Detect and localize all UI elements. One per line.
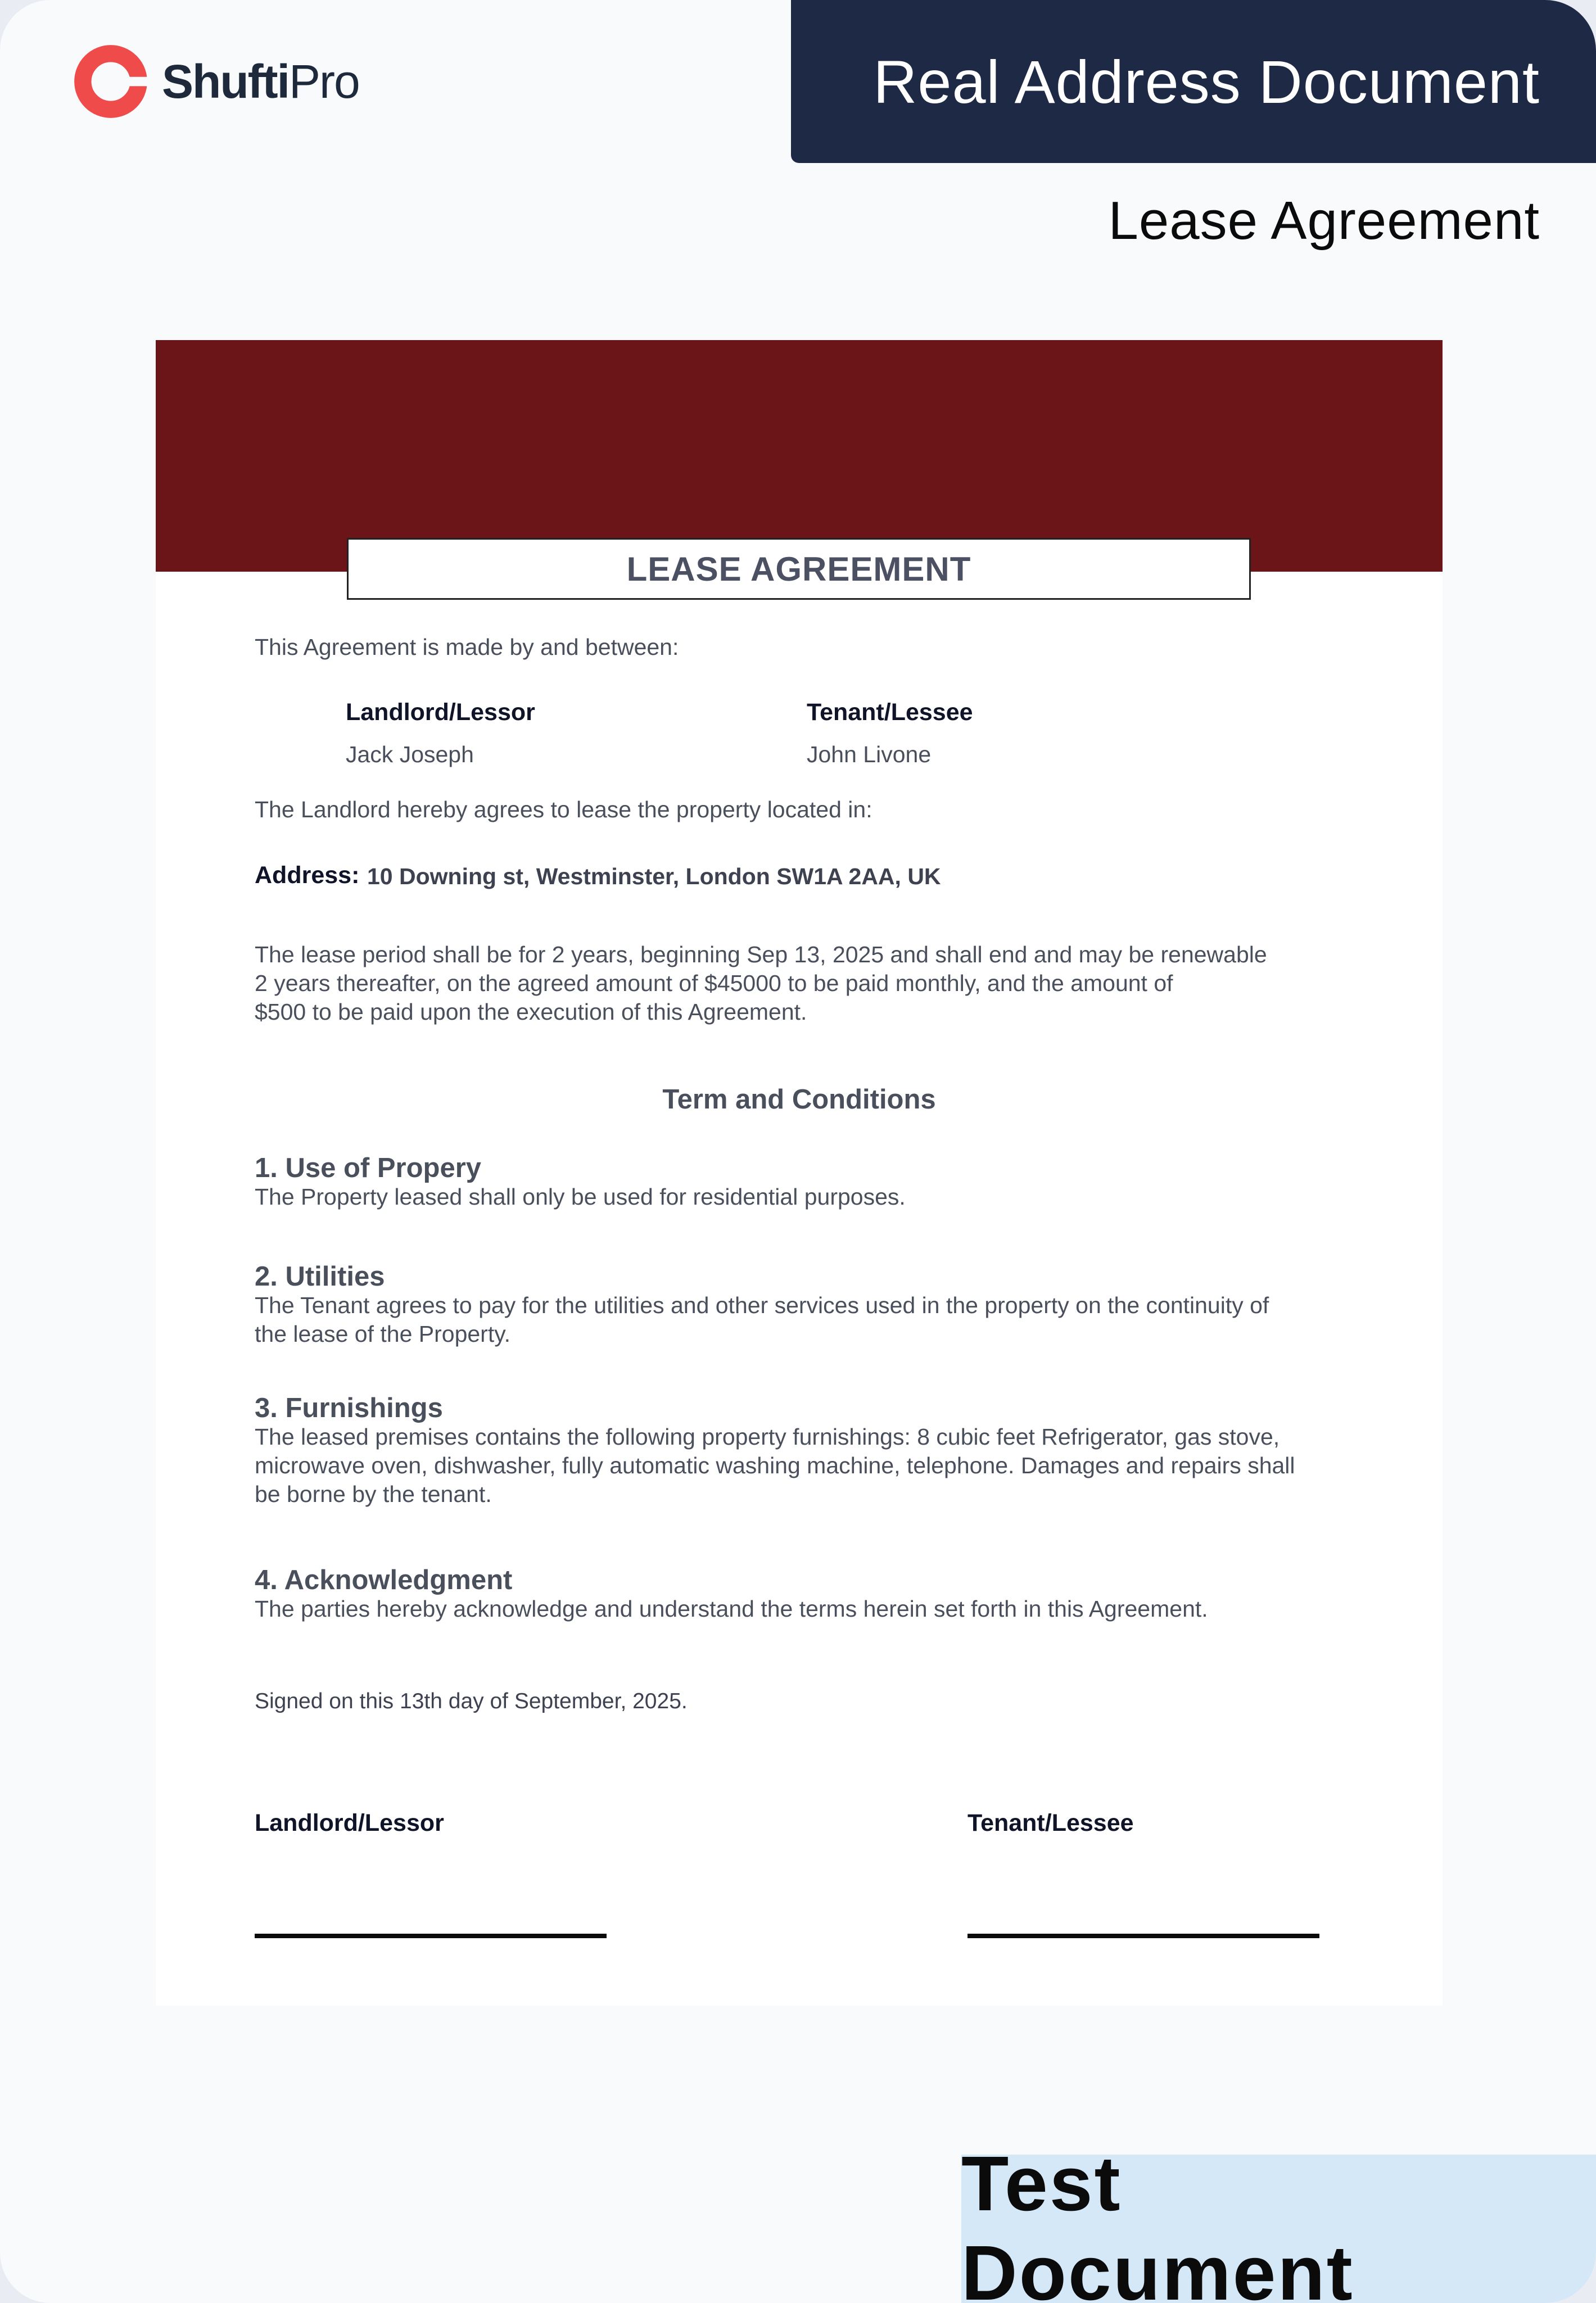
term-1-line-1: The Property leased shall only be used for residential purposes. [255, 1184, 906, 1210]
landlord-label: Landlord/Lessor [346, 699, 535, 726]
test-document-stamp [961, 2141, 1596, 2303]
term-2-heading: 2. Utilities [255, 1261, 385, 1292]
document-category-banner [791, 0, 1596, 163]
term-3-line-3: be borne by the tenant. [255, 1481, 492, 1507]
signed-on-date: Signed on this 13th day of September, 2025. [255, 1689, 688, 1713]
address-label: Address: [255, 862, 360, 889]
agreement-intro: This Agreement is made by and between: [255, 634, 679, 660]
terms-heading: Term and Conditions [662, 1084, 936, 1115]
logo-wordmark [162, 55, 359, 109]
term-1-heading: 1. Use of Propery [255, 1153, 482, 1183]
term-2-line-2: the lease of the Property. [255, 1321, 511, 1347]
shuftipro-logo [72, 39, 359, 124]
logo-wordmark-bold: Shufti [162, 55, 289, 108]
address-value: 10 Downing st, Westminster, London SW1A 2AA, UK [367, 863, 941, 889]
signature-landlord-label: Landlord/Lessor [255, 1809, 444, 1836]
agreement-title: LEASE AGREEMENT [626, 550, 971, 588]
shuftipro-logo-icon [72, 43, 150, 120]
sheet-header-band [156, 340, 1443, 572]
signature-tenant-label: Tenant/Lessee [967, 1809, 1134, 1836]
lease-period-line-3: $500 to be paid upon the execution of this Agreement. [255, 999, 807, 1025]
logo-wordmark-light: Pro [288, 55, 359, 108]
banner-title: Real Address Document [873, 47, 1540, 116]
tenant-label: Tenant/Lessee [807, 699, 973, 726]
test-document-label: Test Document [961, 2141, 1354, 2303]
lease-agreement-sheet [156, 340, 1443, 2006]
property-intro: The Landlord hereby agrees to lease the property located in: [255, 797, 872, 822]
tenant-signature-line [967, 1934, 1319, 1938]
tenant-name: John Livone [807, 741, 932, 767]
term-3-line-1: The leased premises contains the following property furnishings: 8 cubic feet Refrigerator, gas stove, [255, 1424, 1280, 1450]
lease-period-line-2: 2 years thereafter, on the agreed amount of $45000 to be paid monthly, and the amount of [255, 970, 1173, 996]
term-4-heading: 4. Acknowledgment [255, 1565, 513, 1595]
landlord-signature-line [255, 1934, 607, 1938]
agreement-title-box [347, 538, 1251, 600]
landlord-name: Jack Joseph [346, 741, 474, 767]
term-3-heading: 3. Furnishings [255, 1393, 443, 1423]
term-3-line-2: microwave oven, dishwasher, fully automatic washing machine, telephone. Damages and repairs shall [255, 1453, 1295, 1478]
term-2-line-1: The Tenant agrees to pay for the utilities and other services used in the property on the continuity of [255, 1292, 1269, 1318]
document-type-label: Lease Agreement [1108, 191, 1540, 251]
lease-period-line-1: The lease period shall be for 2 years, beginning Sep 13, 2025 and shall end and may be renewable [255, 942, 1267, 967]
term-4-line-1: The parties hereby acknowledge and understand the terms herein set forth in this Agreement. [255, 1596, 1208, 1622]
